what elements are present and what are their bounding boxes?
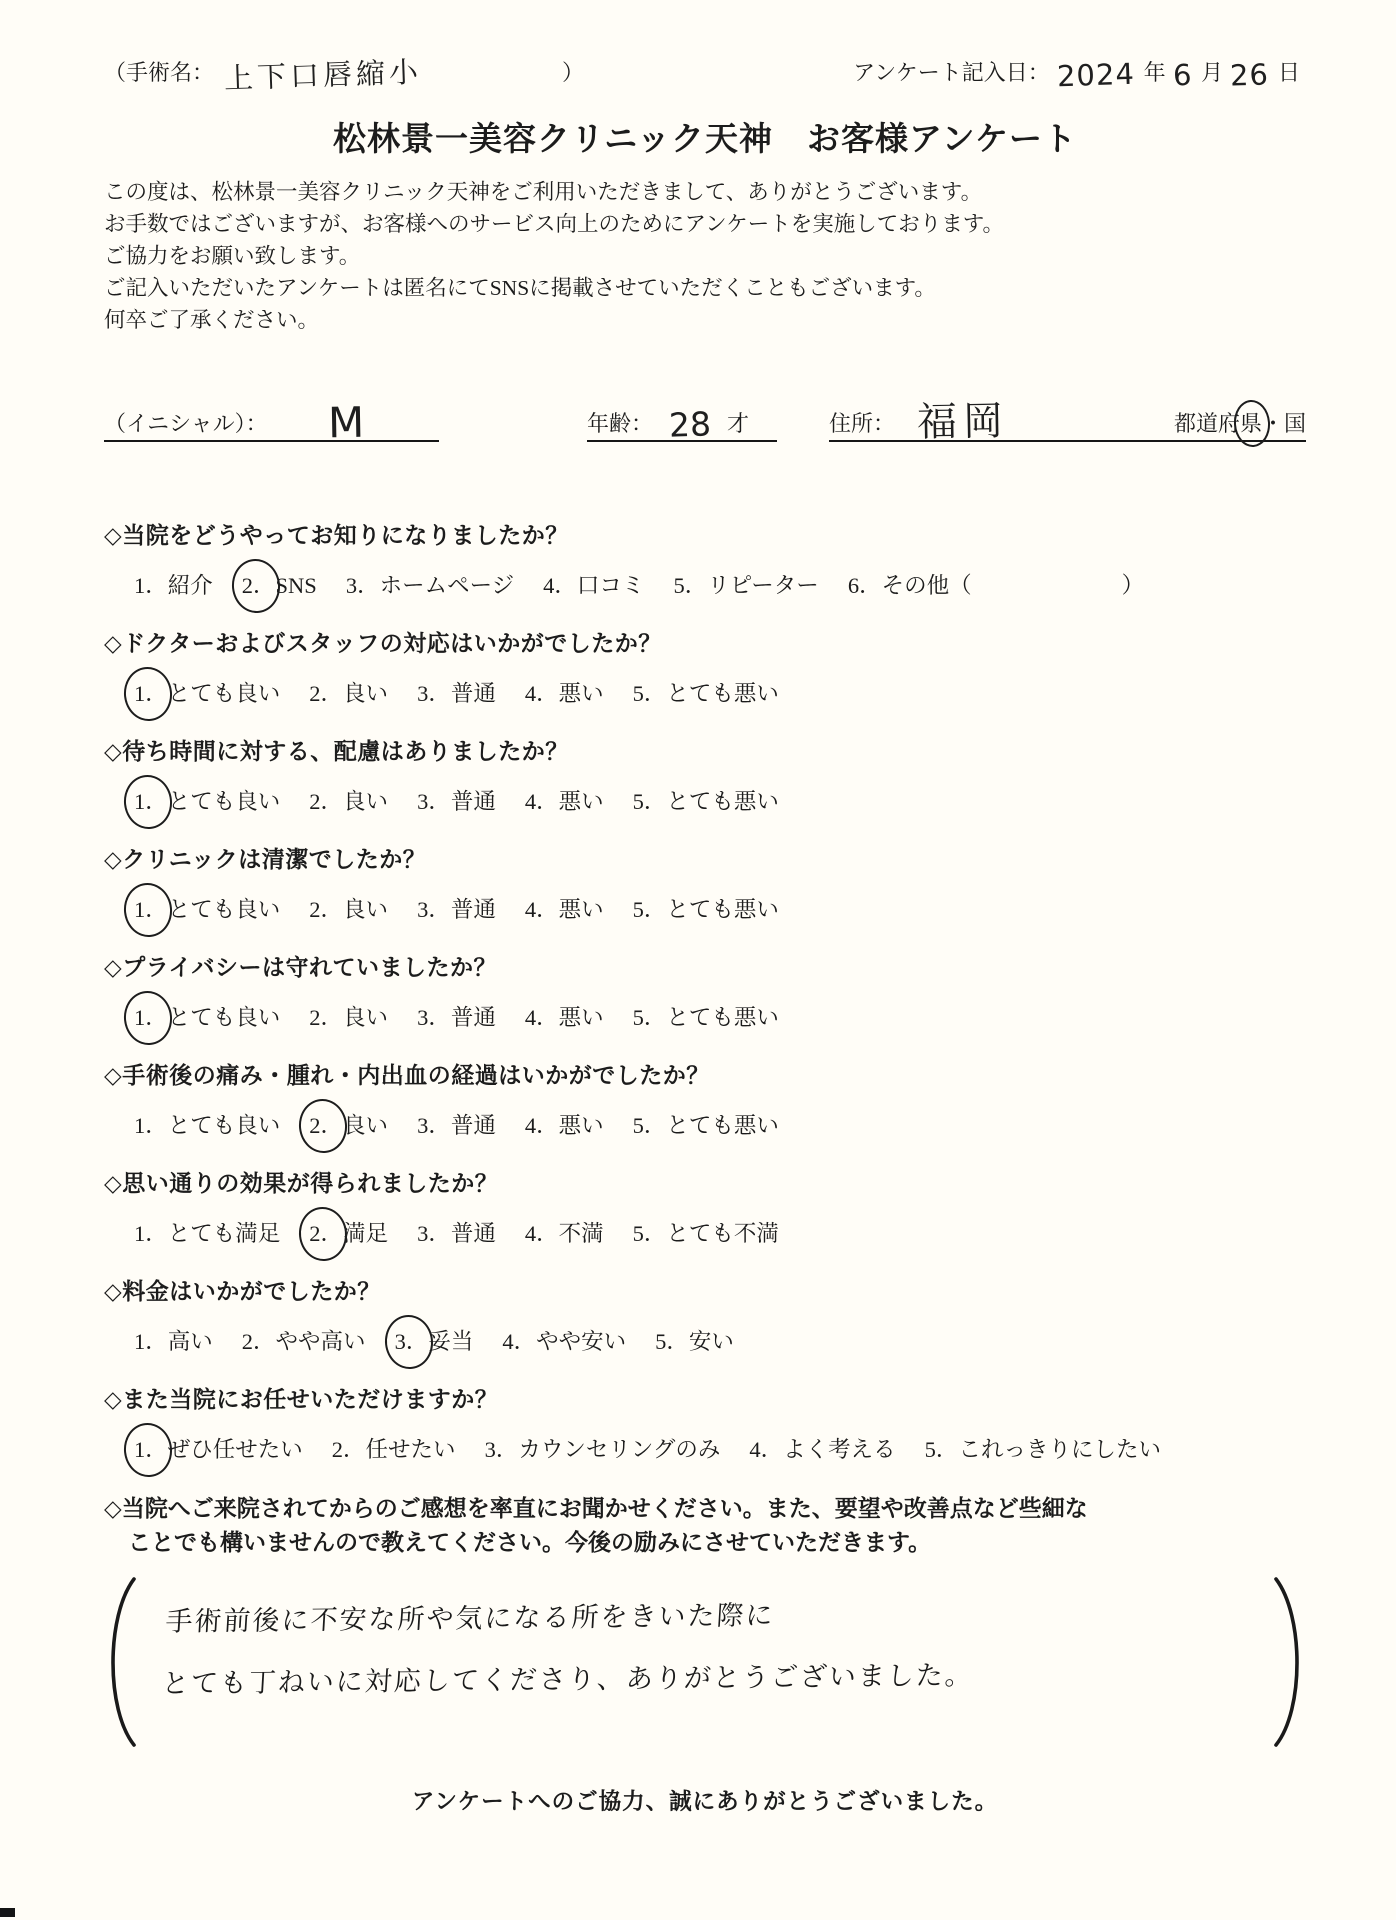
option-label: 普通	[450, 1221, 496, 1246]
initial-value-handwritten: M	[327, 397, 365, 448]
option	[485, 1432, 721, 1468]
date-month-unit: 月	[1201, 60, 1224, 85]
option-number: 3．	[417, 1221, 451, 1246]
surgery-value-handwritten: 上下口唇縮小	[223, 54, 423, 96]
option	[633, 892, 779, 928]
age-label: 年齢：	[587, 411, 654, 436]
option	[309, 892, 388, 928]
option-number: 5．	[632, 789, 667, 814]
option-number: 5．	[673, 573, 708, 598]
option	[134, 568, 213, 604]
question-heading: ◇当院をどうやってお知りになりましたか？	[104, 523, 569, 548]
option	[309, 1216, 388, 1252]
option-number: 4．	[502, 1329, 537, 1354]
age-unit: 才	[727, 411, 750, 436]
option-label: 任せたい	[365, 1437, 456, 1462]
option	[242, 568, 317, 604]
option-number: 1．	[134, 1113, 168, 1138]
option-label: とても悪い	[666, 1005, 779, 1030]
option-label: 普通	[450, 1113, 496, 1138]
region-after: ・国	[1261, 411, 1306, 436]
option-label: 安い	[688, 1329, 734, 1354]
option-number-circled: 1．	[134, 1432, 168, 1468]
option	[502, 1324, 626, 1360]
question-block	[104, 1060, 1306, 1144]
option-number: 4．	[524, 681, 559, 706]
option	[242, 1324, 366, 1360]
option	[633, 1216, 779, 1252]
option-label: 良い	[343, 789, 389, 814]
date-month-handwritten: 6	[1172, 57, 1193, 93]
options-row	[104, 1000, 1306, 1036]
options-row	[104, 568, 1306, 604]
option-number: 3．	[484, 1437, 519, 1462]
option	[309, 1108, 388, 1144]
option	[134, 784, 280, 820]
option-label: とても良い	[167, 1113, 281, 1138]
option-label: やや高い	[275, 1329, 366, 1354]
comment-prompt-line: ◇当院へご来院されてからのご感想を率直にお聞かせください。また、要望や改善点など些細な	[104, 1496, 1088, 1521]
option	[848, 568, 1144, 604]
option-label: 悪い	[558, 1005, 604, 1030]
option-label: 良い	[343, 681, 389, 706]
question-heading: ◇プライバシーは守れていましたか？	[104, 955, 498, 980]
option-number: 5．	[924, 1437, 959, 1462]
option	[525, 892, 604, 928]
question-block	[104, 844, 1306, 928]
option	[633, 784, 779, 820]
options-row	[104, 676, 1306, 712]
option-label: リピーター	[707, 573, 819, 598]
option-label: 悪い	[558, 789, 604, 814]
option-label: 普通	[450, 897, 496, 922]
options-row	[104, 1324, 1306, 1360]
option	[673, 568, 818, 604]
region-before: 都道府	[1173, 411, 1240, 436]
option	[525, 1216, 604, 1252]
option-label: 不満	[558, 1221, 604, 1246]
option	[525, 1000, 604, 1036]
option-number: 4．	[524, 1221, 559, 1246]
option-number: 2．	[331, 1437, 366, 1462]
option-label: 悪い	[558, 681, 604, 706]
address-label: 住所：	[829, 411, 896, 436]
question-block	[104, 1168, 1306, 1252]
other-blank-space	[972, 568, 1122, 604]
age-value-handwritten: 28	[668, 404, 712, 445]
initial-field	[104, 397, 439, 448]
options-row	[104, 784, 1306, 820]
option	[134, 1216, 280, 1252]
option-label: ぜひ任せたい	[167, 1437, 303, 1462]
option-number: 5．	[632, 681, 667, 706]
option	[346, 568, 514, 604]
option-number-circled: 1．	[134, 676, 168, 712]
option-label: 良い	[343, 1005, 389, 1030]
scan-artifact	[0, 1908, 15, 1917]
option-number: 4．	[749, 1437, 784, 1462]
option	[633, 1108, 779, 1144]
questions	[104, 520, 1306, 1468]
question-block	[104, 520, 1306, 604]
option	[543, 568, 644, 604]
option-number-circled: 2．	[309, 1108, 343, 1144]
option-label: とても悪い	[666, 1113, 779, 1138]
handwritten-comment-line: とても丁ねいに対応してくださり、ありがとうございました。	[160, 1660, 975, 1700]
options-row	[104, 892, 1306, 928]
question-heading: ◇思い通りの効果が得られましたか？	[104, 1171, 499, 1196]
option	[633, 1000, 779, 1036]
region-options	[1174, 407, 1306, 438]
option-number: 1．	[134, 573, 168, 598]
option-number: 4．	[524, 1113, 559, 1138]
surgery-close-paren: ）	[562, 60, 585, 85]
option-label: とても悪い	[666, 681, 779, 706]
option	[525, 784, 604, 820]
date-label: アンケート記入日：	[853, 60, 1050, 85]
option-label: SNS	[275, 573, 317, 598]
surgery-name-field	[104, 54, 585, 96]
footer-thanks: アンケートへのご協力、誠にありがとうございました。	[411, 1789, 999, 1814]
option-label: 妥当	[428, 1329, 474, 1354]
option	[134, 892, 280, 928]
option	[134, 1324, 213, 1360]
option-number-circled: 1．	[134, 892, 168, 928]
option-number: 5．	[632, 1221, 667, 1246]
option-label: とても不満	[666, 1221, 779, 1246]
option-number: 2．	[241, 1329, 276, 1354]
option-label: とても良い	[167, 1005, 281, 1030]
option	[655, 1324, 734, 1360]
option-number: 5．	[632, 1113, 667, 1138]
option-number: 6．	[847, 573, 882, 598]
option	[134, 676, 280, 712]
intro-line: ご記入いただいたアンケートは匿名にてSNSに掲載させていただくこともございます。	[104, 276, 936, 300]
option-label: 良い	[343, 897, 389, 922]
option-label: これっきりにしたい	[958, 1437, 1161, 1462]
option	[749, 1432, 895, 1468]
option-label: やや安い	[536, 1329, 627, 1354]
option	[332, 1432, 456, 1468]
option-number-circled: 1．	[134, 784, 168, 820]
question-heading: ◇ドクターおよびスタッフの対応はいかがでしたか？	[104, 631, 662, 656]
option-close-paren: ）	[1121, 573, 1145, 598]
question-block	[104, 628, 1306, 712]
age-field	[587, 404, 777, 445]
intro-line: 何卒ご了承ください。	[104, 308, 320, 332]
option	[925, 1432, 1161, 1468]
intro-paragraph	[104, 176, 1306, 336]
option-label: とても満足	[167, 1221, 281, 1246]
initial-label: （イニシャル）：	[104, 411, 268, 436]
option-label: とても良い	[167, 681, 281, 706]
option-label: 高い	[167, 1329, 213, 1354]
date-year-handwritten: 2024	[1056, 56, 1136, 94]
option-label: ホームページ	[379, 573, 515, 598]
profile-row	[104, 397, 1306, 448]
option-number: 4．	[524, 789, 559, 814]
option-number: 2．	[309, 789, 344, 814]
option	[309, 676, 388, 712]
option-number: 5．	[655, 1329, 689, 1354]
question-heading: ◇手術後の痛み・腫れ・内出血の経過はいかがでしたか？	[104, 1063, 710, 1088]
option	[525, 676, 604, 712]
option-label: その他（	[881, 573, 972, 598]
region-circled-ken: 県	[1240, 407, 1262, 438]
option	[417, 784, 496, 820]
option-number: 3．	[345, 573, 380, 598]
option-number: 4．	[524, 1005, 559, 1030]
date-day-handwritten: 26	[1229, 57, 1270, 93]
option-number: 5．	[632, 1005, 667, 1030]
header-row	[104, 54, 1306, 96]
option-number: 3．	[417, 897, 451, 922]
option	[395, 1324, 474, 1360]
option-label: 普通	[450, 1005, 496, 1030]
page-title: 松林景一美容クリニック天神 お客様アンケート	[332, 122, 1078, 158]
option-label: 満足	[343, 1221, 389, 1246]
question-block	[104, 736, 1306, 820]
question-heading: ◇料金はいかがでしたか？	[104, 1279, 381, 1304]
question-block	[104, 952, 1306, 1036]
address-field	[829, 398, 1306, 446]
option-label: 普通	[450, 681, 496, 706]
option-label: 口コミ	[576, 573, 645, 598]
options-row	[104, 1216, 1306, 1252]
options-row	[104, 1108, 1306, 1144]
question-block	[104, 1276, 1306, 1360]
option	[134, 1432, 303, 1468]
option-number: 3．	[417, 789, 451, 814]
comment-prompt-line: ことでも構いませんので教えてください。今後の励みにさせていただきます。	[128, 1530, 932, 1555]
option	[134, 1000, 280, 1036]
option	[417, 892, 496, 928]
option-label: 良い	[343, 1113, 389, 1138]
option	[525, 1108, 604, 1144]
option-label: とても良い	[167, 789, 281, 814]
date-day-unit: 日	[1277, 60, 1300, 85]
option-number: 5．	[632, 897, 667, 922]
option-number-circled: 1．	[134, 1000, 168, 1036]
option	[417, 1108, 496, 1144]
option-label: とても悪い	[666, 789, 779, 814]
intro-line: この度は、松林景一美容クリニック天神をご利用いただきまして、ありがとうございます。	[104, 180, 983, 204]
option-number: 3．	[417, 1005, 451, 1030]
option	[417, 1216, 496, 1252]
option-label: カウンセリングのみ	[518, 1437, 721, 1462]
handwritten-comment	[90, 1568, 1320, 1717]
survey-date-field	[853, 56, 1300, 94]
option-number: 1．	[134, 1329, 168, 1354]
option	[633, 676, 779, 712]
option-number: 4．	[543, 573, 577, 598]
question-heading: ◇待ち時間に対する、配慮はありましたか？	[104, 739, 569, 764]
comment-area	[94, 1574, 1316, 1750]
intro-line: お手数ではございますが、お客様へのサービス向上のためにアンケートを実施しております。	[104, 212, 1004, 236]
option-number: 4．	[524, 897, 559, 922]
options-row	[104, 1432, 1306, 1468]
option-number: 1．	[134, 1221, 168, 1246]
option-number: 2．	[309, 897, 344, 922]
option-number-circled: 3．	[395, 1324, 429, 1360]
option-number: 2．	[309, 1005, 344, 1030]
option-number-circled: 2．	[242, 568, 276, 604]
question-block	[104, 1384, 1306, 1468]
option-label: とても良い	[167, 897, 281, 922]
option-label: 普通	[450, 789, 496, 814]
handwritten-comment-line: 手術前後に不安な所や気になる所をきいた際に	[164, 1600, 776, 1638]
option-number: 3．	[417, 1113, 451, 1138]
surgery-label: （手術名：	[104, 60, 215, 85]
option-number: 2．	[309, 681, 344, 706]
option-number-circled: 2．	[309, 1216, 343, 1252]
comment-prompt	[104, 1492, 1306, 1560]
option-label: 悪い	[558, 897, 604, 922]
option	[417, 1000, 496, 1036]
intro-line: ご協力をお願い致します。	[104, 244, 361, 268]
address-value-handwritten: 福岡	[916, 398, 1010, 446]
option	[309, 1000, 388, 1036]
option	[309, 784, 388, 820]
option-label: とても悪い	[666, 897, 779, 922]
question-heading: ◇また当院にお任せいただけますか？	[104, 1387, 499, 1412]
option-label: よく考える	[783, 1437, 896, 1462]
question-heading: ◇クリニックは清潔でしたか？	[104, 847, 427, 872]
option	[134, 1108, 280, 1144]
option	[417, 676, 496, 712]
date-year-unit: 年	[1143, 60, 1166, 85]
option-number: 3．	[417, 681, 451, 706]
option-label: 悪い	[558, 1113, 604, 1138]
option-label: 紹介	[167, 573, 213, 598]
